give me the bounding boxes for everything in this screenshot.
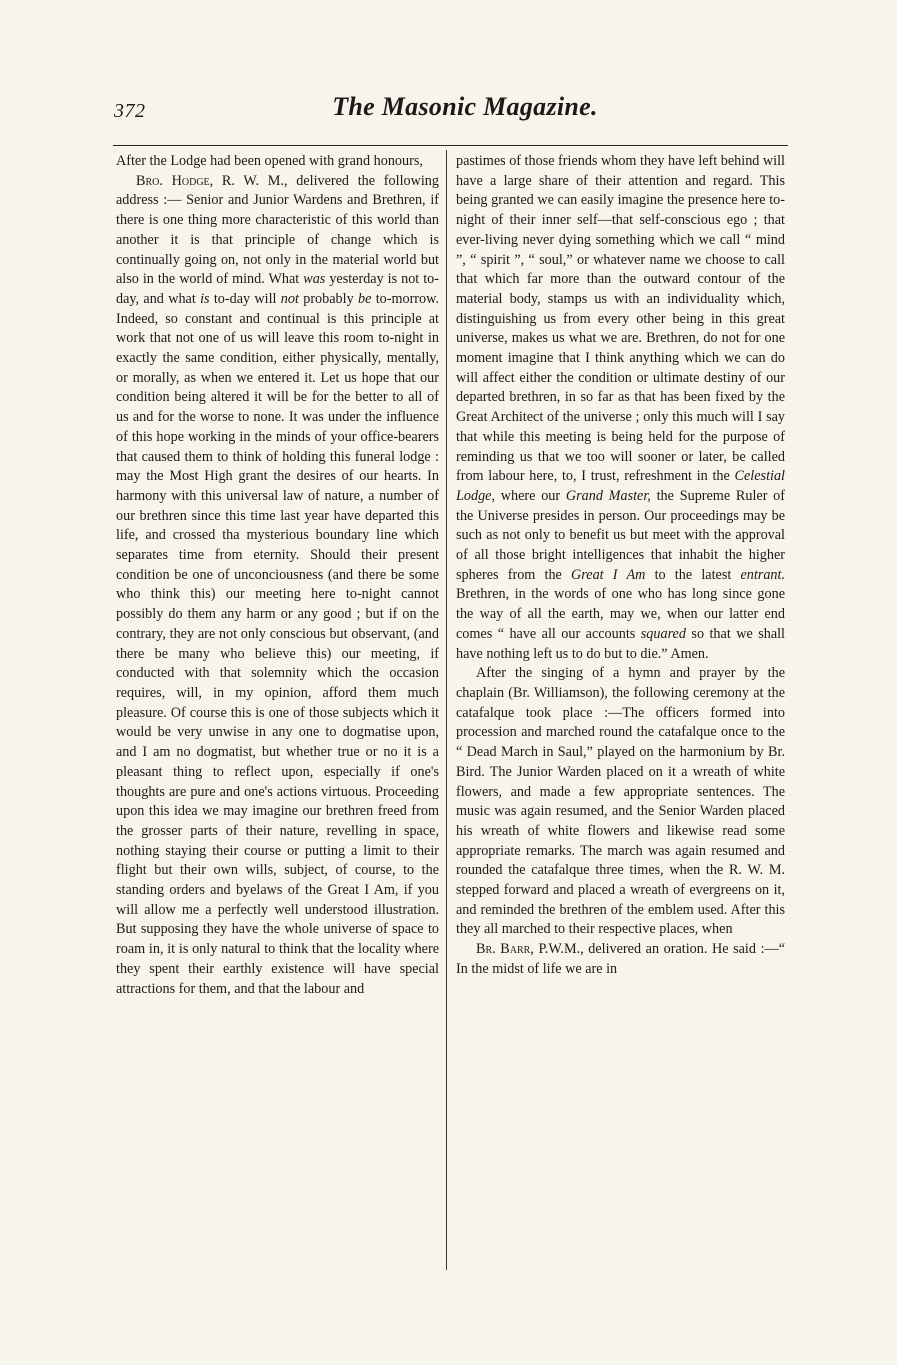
left-column bbox=[116, 152, 439, 999]
paragraph-barr-oration bbox=[456, 940, 785, 979]
continued-text-f: so that we shall have nothing left us to do but to die.” Amen. bbox=[456, 625, 785, 662]
speaker-barr: Br. Barr, P.W.M., bbox=[476, 941, 584, 958]
emphasis-be: be bbox=[357, 290, 372, 307]
paragraph-catafalque-ceremony: After the singing of a hymn and prayer by the chaplain (Br. Williamson), the following ceremony at the catafalque took place :—The officers formed into procession and marched round the catafalque once to the “ Dead March in Saul,” played on the harmonium by Br. Bird. The Junior Warden placed on it a wreath of white flowers, and made a few appropriate sentences. The music was again resumed, and the Senior Warden placed his wreath of white flowers and likewise read some appropriate remarks. The march was again resumed and rounded the catafalque three times, when the R. W. M. stepped forward and placed a wreath of evergreens on it, and reminded the brethren of the emblem used. After this they all marched to their respective places, when bbox=[456, 665, 785, 938]
address-text-a: delivered the following address :— Senior and Junior Wardens and Brethren, if there is one thing more characteristic of this world than another it is that principle of change which is continually going on, not only in the material world but also in the world of mind. What bbox=[116, 172, 439, 288]
emphasis-not: not bbox=[280, 290, 299, 307]
oration-text: delivered an oration. He said :—“ In the midst of life we are in bbox=[456, 941, 785, 977]
continued-text-c: the Supreme Ruler of the Universe presides in person. Our proceedings may be such as not only to benefit us but meet with the approval of all those bright intelligences that inhabit the higher spheres from the bbox=[456, 487, 786, 583]
continued-text-a: pastimes of those friends whom they have left behind will have a large share of their attention and regard. This being granted we can easily imagine the presence here to-night of their inner self—that self-conscious ego ; that ever-living never dying something which we call “ mind ”, “ spirit ”, “ soul,” or whatever name we choose to call that which far more than the outward contour of the material body, stamps us with an individuality which, distinguishing us from every other being in this great universe, makes us what we are. Brethren, do not for one moment imagine that I think anything which we can do will affect either the condition or ultimate destiny of our departed brethren, in so far as that has been fixed by the Great Architect of the universe ; only this much will I say that while this meeting is being held for the purpose of reminding us that we too will sooner or later, be called from labour here, to, I trust, refreshment in the bbox=[456, 153, 786, 485]
paragraph-lodge-opened: After the Lodge had been opened with grand honours, bbox=[116, 153, 423, 169]
paragraph-address-continued bbox=[456, 152, 785, 664]
running-title: The Masonic Magazine. bbox=[332, 92, 598, 121]
paragraph-hodge-address bbox=[116, 172, 439, 1000]
address-text-e: to-morrow. Indeed, so constant and continual is this principle at work that not one of us will leave this room to-night in exactly the same condition, either physically, mentally, or morally, as when we entered it. Let us hope that our condition being altered it will be for the better to all of us and for the worse to none. It was under the influence of this hope working in the minds of your office-bearers that caused them to think of holding this funeral lodge : may the Most High grant the desires of our hearts. In harmony with this universal law of nature, a number of our brethren since this time last year have departed this life, and crossed tha mysterious boundary line which separates time from eternity. Should their present condition be one of unconciousness (and there be some who think this) our meeting here to-night cannot possibly do them any harm or any good ; but if on the contrary, they are not only conscious but observant, (and there be many who believe this) our meeting, if conducted with that solemnity which the occasion requires, will, in my opinion, afford them much pleasure. Of course this is one of those subjects which it would be very unwise in any one to dogmatise upon, and I am no dogmatist, but whether true or no it is a pleasant thing to reflect upon, especially if one's thoughts are pure and one's actions virtuous. Proceeding upon this idea we may imagine our brethren freed from the grosser parts of their nature, revelling in space, nothing staying their course or putting a limit to their flight but their own wills, subject, of course, to the standing orders and byelaws of the Great I Am, if you will allow me a perfectly well understood illustration. But supposing they have the whole universe of space to roam in, it is only natural to think that the locality where they spent their earthly existence will have special attractions for them, and that the labour and bbox=[116, 290, 439, 997]
emphasis-great-i-am: Great I Am bbox=[571, 566, 646, 583]
header-rule bbox=[113, 145, 788, 146]
emphasis-squared: squared bbox=[640, 625, 686, 642]
continued-text-d: to the latest bbox=[645, 566, 741, 583]
address-text-b: yesterday is not to-day, and what bbox=[116, 271, 439, 307]
address-text-c: to-day will bbox=[209, 290, 281, 307]
emphasis-was: was bbox=[303, 271, 326, 288]
emphasis-grand-master: Grand Master, bbox=[565, 487, 651, 504]
address-text-d: probably bbox=[298, 290, 358, 307]
page-number: 372 bbox=[114, 100, 146, 122]
continued-text-e: Brethren, in the words of one who has long since gone the way of all the earth, may we, when our latter end comes “ have all our accounts bbox=[456, 586, 785, 642]
right-column bbox=[456, 152, 785, 980]
emphasis-entrant: entrant. bbox=[740, 566, 786, 583]
emphasis-celestial-lodge: Celestial Lodge, bbox=[456, 468, 785, 504]
column-divider bbox=[446, 150, 447, 1270]
speaker-hodge: Bro. Hodge, R. W. M., bbox=[136, 172, 288, 189]
emphasis-is: is bbox=[200, 290, 210, 307]
continued-text-b: where our bbox=[495, 487, 566, 504]
